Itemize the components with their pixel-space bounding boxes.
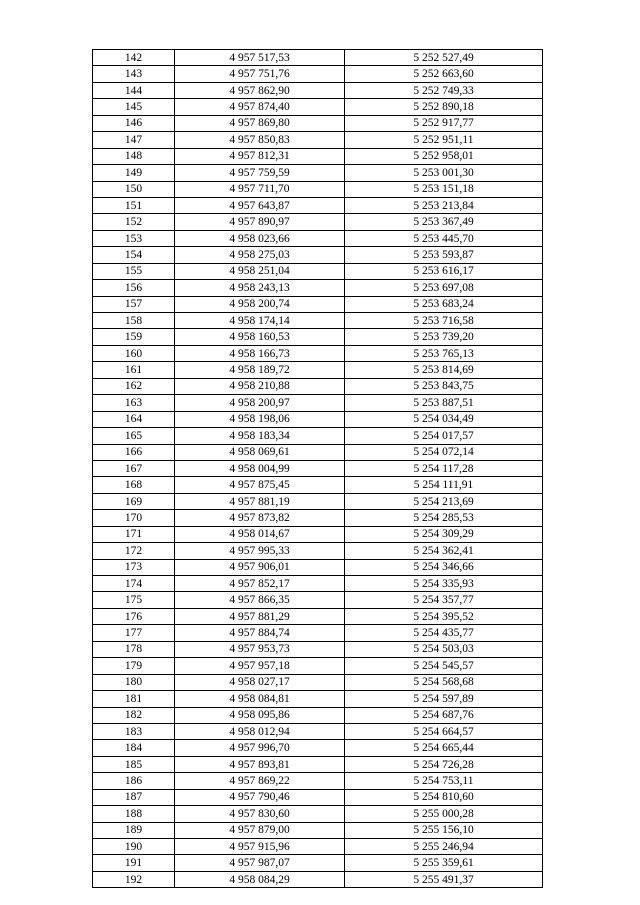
y-coordinate-cell: 5 252 958,01 [345, 148, 543, 164]
y-coordinate-cell: 5 254 503,03 [345, 641, 543, 657]
y-coordinate-cell: 5 254 335,93 [345, 576, 543, 592]
y-coordinate-cell: 5 252 749,33 [345, 82, 543, 98]
table-row [93, 247, 543, 263]
table-row [93, 66, 543, 82]
y-coordinate-cell: 5 253 814,69 [345, 362, 543, 378]
point-number-cell: 178 [93, 641, 175, 657]
point-number-cell: 169 [93, 493, 175, 509]
point-number-cell: 173 [93, 559, 175, 575]
table-row [93, 313, 543, 329]
x-coordinate-cell: 4 957 812,31 [175, 148, 345, 164]
point-number-cell: 162 [93, 378, 175, 394]
y-coordinate-cell: 5 253 739,20 [345, 329, 543, 345]
table-row [93, 428, 543, 444]
y-coordinate-cell: 5 254 395,52 [345, 608, 543, 624]
x-coordinate-cell: 4 957 879,00 [175, 822, 345, 838]
table-row [93, 230, 543, 246]
point-number-cell: 171 [93, 526, 175, 542]
x-coordinate-cell: 4 957 987,07 [175, 855, 345, 871]
y-coordinate-cell: 5 252 890,18 [345, 99, 543, 115]
point-number-cell: 182 [93, 707, 175, 723]
y-coordinate-cell: 5 254 687,76 [345, 707, 543, 723]
y-coordinate-cell: 5 254 357,77 [345, 592, 543, 608]
y-coordinate-cell: 5 254 664,57 [345, 723, 543, 739]
y-coordinate-cell: 5 255 359,61 [345, 855, 543, 871]
table-row [93, 707, 543, 723]
point-number-cell: 168 [93, 477, 175, 493]
x-coordinate-cell: 4 957 862,90 [175, 82, 345, 98]
y-coordinate-cell: 5 253 697,08 [345, 280, 543, 296]
x-coordinate-cell: 4 958 069,61 [175, 444, 345, 460]
point-number-cell: 152 [93, 214, 175, 230]
x-coordinate-cell: 4 957 866,35 [175, 592, 345, 608]
x-coordinate-cell: 4 958 023,66 [175, 230, 345, 246]
y-coordinate-cell: 5 254 726,28 [345, 756, 543, 772]
x-coordinate-cell: 4 958 166,73 [175, 345, 345, 361]
y-coordinate-cell: 5 254 072,14 [345, 444, 543, 460]
y-coordinate-cell: 5 252 917,77 [345, 115, 543, 131]
point-number-cell: 190 [93, 839, 175, 855]
table-row [93, 197, 543, 213]
x-coordinate-cell: 4 958 183,34 [175, 428, 345, 444]
y-coordinate-cell: 5 254 597,89 [345, 691, 543, 707]
x-coordinate-cell: 4 957 517,53 [175, 50, 345, 66]
point-number-cell: 172 [93, 543, 175, 559]
x-coordinate-cell: 4 957 915,96 [175, 839, 345, 855]
point-number-cell: 181 [93, 691, 175, 707]
table-row [93, 50, 543, 66]
x-coordinate-cell: 4 957 906,01 [175, 559, 345, 575]
point-number-cell: 167 [93, 460, 175, 476]
x-coordinate-cell: 4 958 189,72 [175, 362, 345, 378]
x-coordinate-cell: 4 958 243,13 [175, 280, 345, 296]
y-coordinate-cell: 5 253 616,17 [345, 263, 543, 279]
point-number-cell: 174 [93, 576, 175, 592]
y-coordinate-cell: 5 254 810,60 [345, 789, 543, 805]
point-number-cell: 156 [93, 280, 175, 296]
x-coordinate-cell: 4 957 995,33 [175, 543, 345, 559]
y-coordinate-cell: 5 253 593,87 [345, 247, 543, 263]
y-coordinate-cell: 5 254 213,69 [345, 493, 543, 509]
x-coordinate-cell: 4 957 953,73 [175, 641, 345, 657]
table-row [93, 674, 543, 690]
point-number-cell: 146 [93, 115, 175, 131]
y-coordinate-cell: 5 255 156,10 [345, 822, 543, 838]
table-row [93, 329, 543, 345]
x-coordinate-cell: 4 958 275,03 [175, 247, 345, 263]
x-coordinate-cell: 4 957 830,60 [175, 806, 345, 822]
y-coordinate-cell: 5 253 445,70 [345, 230, 543, 246]
point-number-cell: 150 [93, 181, 175, 197]
y-coordinate-cell: 5 254 034,49 [345, 411, 543, 427]
x-coordinate-cell: 4 957 850,83 [175, 132, 345, 148]
table-row [93, 559, 543, 575]
point-number-cell: 186 [93, 773, 175, 789]
y-coordinate-cell: 5 254 435,77 [345, 625, 543, 641]
table-row [93, 641, 543, 657]
x-coordinate-cell: 4 957 869,80 [175, 115, 345, 131]
table-row [93, 822, 543, 838]
point-number-cell: 148 [93, 148, 175, 164]
x-coordinate-cell: 4 958 160,53 [175, 329, 345, 345]
table-row [93, 460, 543, 476]
y-coordinate-cell: 5 253 683,24 [345, 296, 543, 312]
x-coordinate-cell: 4 958 210,88 [175, 378, 345, 394]
x-coordinate-cell: 4 957 759,59 [175, 165, 345, 181]
point-number-cell: 145 [93, 99, 175, 115]
table-row [93, 855, 543, 871]
x-coordinate-cell: 4 957 751,76 [175, 66, 345, 82]
table-row [93, 148, 543, 164]
y-coordinate-cell: 5 252 663,60 [345, 66, 543, 82]
table-row [93, 608, 543, 624]
x-coordinate-cell: 4 958 198,06 [175, 411, 345, 427]
y-coordinate-cell: 5 254 753,11 [345, 773, 543, 789]
x-coordinate-cell: 4 957 893,81 [175, 756, 345, 772]
point-number-cell: 177 [93, 625, 175, 641]
point-number-cell: 155 [93, 263, 175, 279]
table-row [93, 493, 543, 509]
x-coordinate-cell: 4 958 251,04 [175, 263, 345, 279]
point-number-cell: 142 [93, 50, 175, 66]
y-coordinate-cell: 5 252 951,11 [345, 132, 543, 148]
point-number-cell: 158 [93, 313, 175, 329]
x-coordinate-cell: 4 958 174,14 [175, 313, 345, 329]
x-coordinate-cell: 4 957 711,70 [175, 181, 345, 197]
table-row [93, 132, 543, 148]
x-coordinate-cell: 4 957 881,29 [175, 608, 345, 624]
x-coordinate-cell: 4 957 996,70 [175, 740, 345, 756]
y-coordinate-cell: 5 254 568,68 [345, 674, 543, 690]
point-number-cell: 153 [93, 230, 175, 246]
table-row [93, 839, 543, 855]
y-coordinate-cell: 5 254 017,57 [345, 428, 543, 444]
point-number-cell: 175 [93, 592, 175, 608]
point-number-cell: 143 [93, 66, 175, 82]
x-coordinate-cell: 4 957 869,22 [175, 773, 345, 789]
point-number-cell: 179 [93, 658, 175, 674]
y-coordinate-cell: 5 252 527,49 [345, 50, 543, 66]
table-row [93, 82, 543, 98]
table-row [93, 806, 543, 822]
table-row [93, 362, 543, 378]
table-row [93, 165, 543, 181]
x-coordinate-cell: 4 958 095,86 [175, 707, 345, 723]
table-row [93, 756, 543, 772]
x-coordinate-cell: 4 957 874,40 [175, 99, 345, 115]
x-coordinate-cell: 4 958 200,74 [175, 296, 345, 312]
coordinates-table-body [93, 50, 543, 888]
table-row [93, 181, 543, 197]
point-number-cell: 180 [93, 674, 175, 690]
x-coordinate-cell: 4 958 084,29 [175, 871, 345, 887]
y-coordinate-cell: 5 253 367,49 [345, 214, 543, 230]
point-number-cell: 147 [93, 132, 175, 148]
point-number-cell: 151 [93, 197, 175, 213]
coordinates-table [92, 49, 543, 888]
table-row [93, 658, 543, 674]
y-coordinate-cell: 5 254 545,57 [345, 658, 543, 674]
table-row [93, 296, 543, 312]
y-coordinate-cell: 5 253 213,84 [345, 197, 543, 213]
table-row [93, 263, 543, 279]
table-row [93, 345, 543, 361]
x-coordinate-cell: 4 957 875,45 [175, 477, 345, 493]
table-row [93, 214, 543, 230]
y-coordinate-cell: 5 254 111,91 [345, 477, 543, 493]
y-coordinate-cell: 5 253 151,18 [345, 181, 543, 197]
table-row [93, 625, 543, 641]
table-row [93, 789, 543, 805]
table-row [93, 115, 543, 131]
table-row [93, 99, 543, 115]
x-coordinate-cell: 4 957 643,87 [175, 197, 345, 213]
table-row [93, 526, 543, 542]
table-row [93, 592, 543, 608]
y-coordinate-cell: 5 254 346,66 [345, 559, 543, 575]
point-number-cell: 161 [93, 362, 175, 378]
x-coordinate-cell: 4 958 084,81 [175, 691, 345, 707]
x-coordinate-cell: 4 957 852,17 [175, 576, 345, 592]
point-number-cell: 188 [93, 806, 175, 822]
x-coordinate-cell: 4 957 881,19 [175, 493, 345, 509]
point-number-cell: 184 [93, 740, 175, 756]
point-number-cell: 163 [93, 395, 175, 411]
x-coordinate-cell: 4 957 890,97 [175, 214, 345, 230]
x-coordinate-cell: 4 957 790,46 [175, 789, 345, 805]
point-number-cell: 159 [93, 329, 175, 345]
table-row [93, 723, 543, 739]
table-row [93, 543, 543, 559]
table-row [93, 510, 543, 526]
point-number-cell: 191 [93, 855, 175, 871]
y-coordinate-cell: 5 253 716,58 [345, 313, 543, 329]
y-coordinate-cell: 5 254 309,29 [345, 526, 543, 542]
x-coordinate-cell: 4 957 957,18 [175, 658, 345, 674]
x-coordinate-cell: 4 958 012,94 [175, 723, 345, 739]
y-coordinate-cell: 5 253 001,30 [345, 165, 543, 181]
x-coordinate-cell: 4 957 873,82 [175, 510, 345, 526]
point-number-cell: 176 [93, 608, 175, 624]
table-row [93, 280, 543, 296]
point-number-cell: 185 [93, 756, 175, 772]
point-number-cell: 166 [93, 444, 175, 460]
x-coordinate-cell: 4 958 200,97 [175, 395, 345, 411]
y-coordinate-cell: 5 254 285,53 [345, 510, 543, 526]
table-row [93, 740, 543, 756]
y-coordinate-cell: 5 253 765,13 [345, 345, 543, 361]
point-number-cell: 149 [93, 165, 175, 181]
table-row [93, 871, 543, 887]
point-number-cell: 160 [93, 345, 175, 361]
table-row [93, 691, 543, 707]
point-number-cell: 157 [93, 296, 175, 312]
y-coordinate-cell: 5 254 362,41 [345, 543, 543, 559]
y-coordinate-cell: 5 253 843,75 [345, 378, 543, 394]
table-row [93, 773, 543, 789]
point-number-cell: 187 [93, 789, 175, 805]
table-row [93, 411, 543, 427]
y-coordinate-cell: 5 255 491,37 [345, 871, 543, 887]
y-coordinate-cell: 5 253 887,51 [345, 395, 543, 411]
point-number-cell: 183 [93, 723, 175, 739]
table-row [93, 395, 543, 411]
x-coordinate-cell: 4 958 014,67 [175, 526, 345, 542]
table-row [93, 576, 543, 592]
point-number-cell: 192 [93, 871, 175, 887]
table-row [93, 477, 543, 493]
table-row [93, 378, 543, 394]
point-number-cell: 170 [93, 510, 175, 526]
point-number-cell: 144 [93, 82, 175, 98]
y-coordinate-cell: 5 254 665,44 [345, 740, 543, 756]
x-coordinate-cell: 4 958 004,99 [175, 460, 345, 476]
point-number-cell: 165 [93, 428, 175, 444]
x-coordinate-cell: 4 958 027,17 [175, 674, 345, 690]
y-coordinate-cell: 5 255 246,94 [345, 839, 543, 855]
table-row [93, 444, 543, 460]
y-coordinate-cell: 5 254 117,28 [345, 460, 543, 476]
point-number-cell: 189 [93, 822, 175, 838]
point-number-cell: 154 [93, 247, 175, 263]
point-number-cell: 164 [93, 411, 175, 427]
x-coordinate-cell: 4 957 884,74 [175, 625, 345, 641]
y-coordinate-cell: 5 255 000,28 [345, 806, 543, 822]
